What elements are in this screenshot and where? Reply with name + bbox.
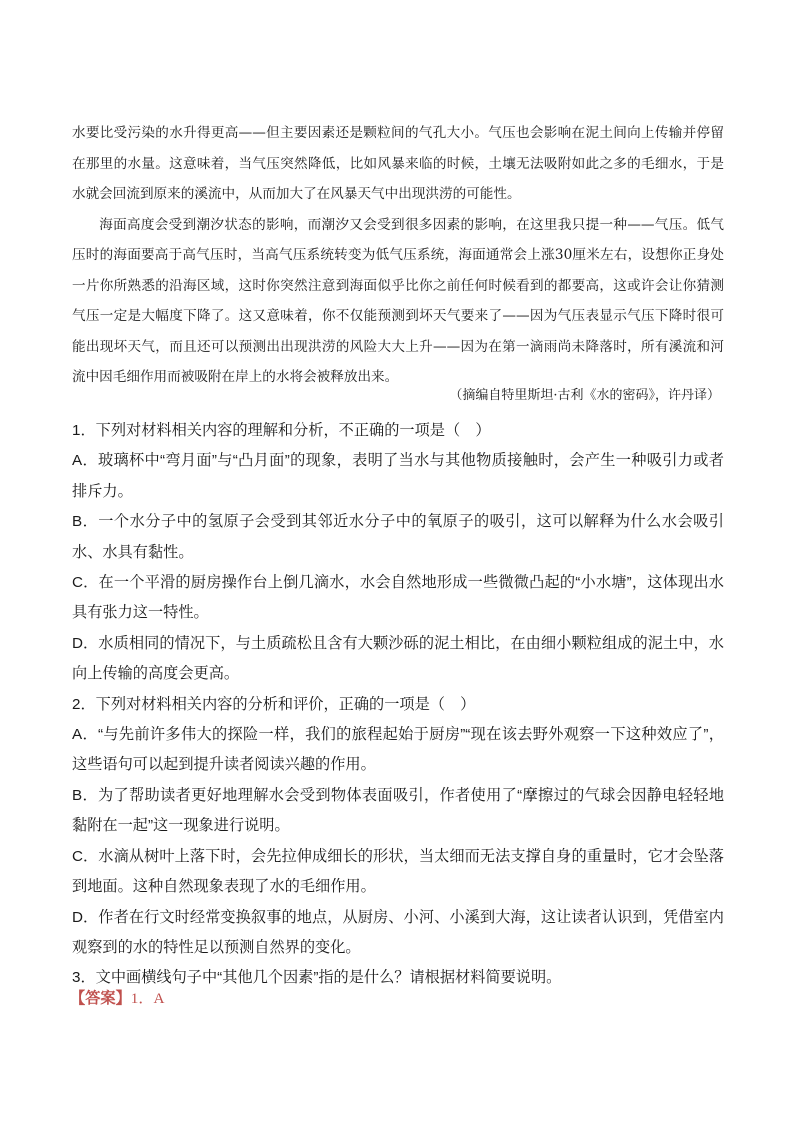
- question-list: [72, 416, 724, 994]
- question-3-stem: 3．文中画横线句子中“其他几个因素”指的是什么？请根据材料简要说明。: [72, 969, 562, 987]
- question-2-option-b: B．为了帮助读者更好地理解水会受到物体表面吸引，作者使用了“摩擦过的气球会因静电轻轻地黏附在一起”这一现象进行说明。: [72, 786, 724, 835]
- answer-label: 【答案】: [70, 990, 131, 1007]
- question-1-option-b: B．一个水分子中的氢原子会受到其邻近水分子中的氧原子的吸引，这可以解释为什么水会吸引水、水具有黏性。: [72, 513, 724, 561]
- passage-source: （摘编自特里斯坦·古利《水的密码》，许丹译）: [449, 388, 720, 403]
- answer-line: [70, 984, 722, 1014]
- question-1-option-a: A．玻璃杯中“弯月面”与“凸月面”的现象，表明了当水与其他物质接触时，会产生一种吸引力或者排斥力。: [72, 452, 724, 500]
- question-2-option-a: A．“与先前许多伟大的探险一样，我们的旅程起始于厨房”“现在该去野外观察一下这种效应了”，这些语句可以起到提升读者阅读兴趣的作用。: [72, 726, 724, 774]
- passage-paragraph-2: 海面高度会受到潮汐状态的影响，而潮汐又会受到很多因素的影响，在这里我只提一种——气压。低气压时的海面要高于高气压时，当高气压系统转变为低气压系统，海面通常会上涨30厘米左右，设想你正身处一片你所熟悉的沿海区域，这时你突然注意到海面似乎比你之前任何时候看到的都要高，这或许会让你猜测气压一定是大幅度下降了。这又意味着，你不仅能预测到坏天气要来了——因为气压表显示气压下降时很可能出现坏天气，而且还可以预测出出现洪涝的风险大大上升——因为在第一滴雨尚未降落时，所有溪流和河流中因毛细作用而被吸附在岸上的水将会被释放出来。: [72, 216, 724, 385]
- question-2-option-d: D．作者在行文时经常变换叙事的地点，从厨房、小河、小溪到大海，这让读者认识到，凭借室内观察到的水的特性足以预测自然界的变化。: [72, 908, 724, 956]
- passage-paragraph-1: 水要比受污染的水升得更高——但主要因素还是颗粒间的气孔大小。气压也会影响在泥土间向上传输并停留在那里的水量。这意味着，当气压突然降低，比如风暴来临的时候，土壤无法吸附如此之多的毛细水，于是水就会回流到原来的溪流中，从而加大了在风暴天气中出现洪涝的可能性。: [72, 125, 724, 202]
- question-2-option-c: C．水滴从树叶上落下时，会先拉伸成细长的形状，当太细而无法支撑自身的重量时，它才会坠落到地面。这种自然现象表现了水的毛细作用。: [72, 847, 724, 896]
- question-2-stem: 2．下列对材料相关内容的分析和评价，正确的一项是（ ）: [72, 695, 476, 713]
- reading-passage: [72, 118, 724, 393]
- answer-text: 1．A: [130, 990, 165, 1007]
- question-1-stem: 1．下列对材料相关内容的理解和分析，不正确的一项是（ ）: [72, 422, 491, 439]
- question-1-option-c: C．在一个平滑的厨房操作台上倒几滴水，水会自然地形成一些微微凸起的“小水塘”，这体现出水具有张力这一特性。: [72, 574, 724, 622]
- question-1-option-d: D．水质相同的情况下，与土质疏松且含有大颗沙砾的泥土相比，在由细小颗粒组成的泥土中，水向上传输的高度会更高。: [72, 634, 724, 683]
